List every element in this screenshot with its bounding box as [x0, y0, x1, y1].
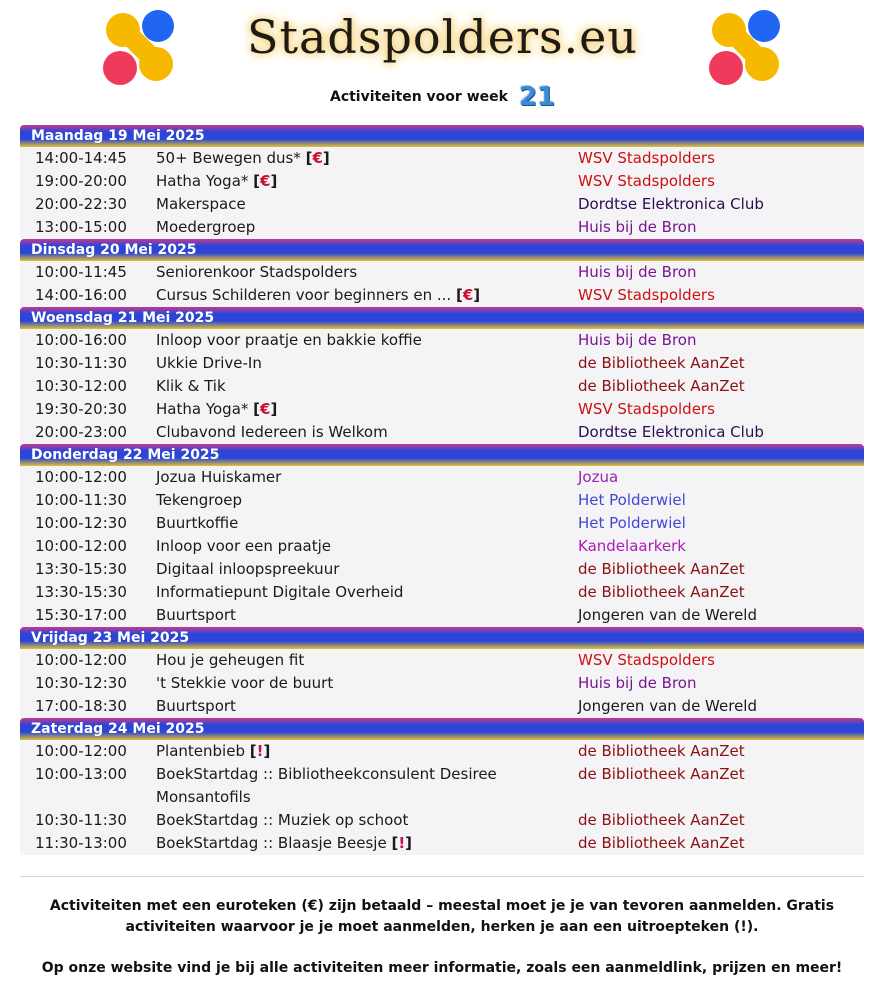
activity-row[interactable]	[20, 193, 864, 216]
activity-title[interactable]: Moedergroep	[156, 218, 256, 236]
website-note: Op onze website vind je bij alle activiteiten meer informatie, zoals een aanmeldlink, prijzen en meer!	[41, 960, 843, 976]
activity-list	[20, 649, 864, 718]
activity-title-cell[interactable]	[156, 398, 578, 421]
activity-row[interactable]	[20, 352, 864, 375]
euro-icon: €	[462, 286, 474, 304]
activity-time: 15:30-17:00	[35, 606, 127, 624]
activity-organizer[interactable]: Huis bij de Bron	[578, 263, 697, 281]
activity-time: 10:00-16:00	[35, 331, 127, 349]
activity-list	[20, 261, 864, 307]
activity-title[interactable]: Jozua Huiskamer	[156, 468, 282, 486]
activity-title-cell[interactable]	[156, 740, 578, 763]
activity-organizer[interactable]: de Bibliotheek AanZet	[578, 742, 745, 760]
activity-time: 11:30-13:00	[35, 834, 127, 852]
week-heading	[0, 82, 885, 112]
activity-organizer[interactable]: de Bibliotheek AanZet	[578, 583, 745, 601]
activity-organizer[interactable]: de Bibliotheek AanZet	[578, 354, 745, 372]
paid-badge: [€]	[305, 149, 330, 167]
activity-title[interactable]: Hatha Yoga*	[156, 400, 249, 418]
activity-title-cell[interactable]	[156, 535, 578, 558]
activity-row[interactable]	[20, 809, 864, 832]
activity-time: 10:00-12:30	[35, 514, 127, 532]
activity-time: 10:00-12:00	[35, 537, 127, 555]
activity-row[interactable]	[20, 466, 864, 489]
activity-title-cell[interactable]	[156, 489, 578, 512]
activity-time: 10:00-12:00	[35, 742, 127, 760]
activity-row[interactable]	[20, 604, 864, 627]
paid-badge: [€]	[253, 172, 278, 190]
activity-organizer[interactable]: Huis bij de Bron	[578, 331, 697, 349]
activity-time: 20:00-22:30	[35, 195, 127, 213]
registration-badge: [!]	[391, 834, 413, 852]
activity-organizer[interactable]: WSV Stadspolders	[578, 651, 715, 669]
activity-title[interactable]: Clubavond Iedereen is Welkom	[156, 423, 388, 441]
activity-title-cell[interactable]	[156, 216, 578, 239]
day-header: Zaterdag 24 Mei 2025	[20, 718, 864, 740]
activity-title-cell[interactable]	[156, 421, 578, 444]
activity-row[interactable]	[20, 329, 864, 352]
activity-title-cell[interactable]	[156, 604, 578, 627]
activity-list	[20, 147, 864, 239]
activity-title[interactable]: BoekStartdag :: Muziek op schoot	[156, 811, 409, 829]
week-number: 21	[518, 82, 555, 112]
activity-title-cell[interactable]	[156, 809, 578, 832]
activity-time: 10:00-12:00	[35, 468, 127, 486]
day-block	[20, 307, 864, 444]
activity-title[interactable]: Inloop voor een praatje	[156, 537, 331, 555]
activity-row[interactable]	[20, 832, 864, 855]
euro-icon: €	[260, 172, 271, 190]
activity-row[interactable]	[20, 261, 864, 284]
activity-row[interactable]	[20, 535, 864, 558]
activity-time: 13:00-15:00	[35, 218, 127, 236]
activity-title[interactable]: BoekStartdag :: Blaasje Beesje	[156, 834, 387, 852]
day-block	[20, 444, 864, 627]
activity-time: 10:30-11:30	[35, 354, 127, 372]
activity-title[interactable]: Buurtkoffie	[156, 514, 239, 532]
activity-organizer[interactable]: de Bibliotheek AanZet	[578, 811, 745, 829]
activity-title-cell[interactable]	[156, 832, 578, 855]
activity-title[interactable]: Plantenbieb	[156, 742, 245, 760]
activity-organizer[interactable]: Dordtse Elektronica Club	[578, 423, 764, 441]
activity-title-cell[interactable]	[156, 193, 578, 216]
day-block	[20, 125, 864, 239]
activity-list	[20, 740, 864, 855]
activity-title-cell[interactable]	[156, 558, 578, 581]
activity-title-cell[interactable]	[156, 512, 578, 535]
activity-organizer[interactable]: Jongeren van de Wereld	[578, 697, 757, 715]
euro-icon: €	[312, 149, 323, 167]
activity-row[interactable]	[20, 558, 864, 581]
activity-title-cell[interactable]	[156, 170, 578, 193]
activity-time: 13:30-15:30	[35, 583, 127, 601]
registration-badge: [!]	[249, 742, 271, 760]
activity-title[interactable]: Hatha Yoga*	[156, 172, 249, 190]
activity-row[interactable]	[20, 740, 864, 763]
activity-list	[20, 466, 864, 627]
week-label: Activiteiten voor week	[329, 89, 508, 105]
activity-organizer[interactable]: Jozua	[578, 468, 619, 486]
paid-note: Activiteiten met een euroteken (€) zijn betaald – meestal moet je je van tevoren aanmelden. Gratis activiteiten waarvoor je je moet aanmelden, herken je aan een uitroepteken (!).	[49, 898, 835, 935]
activity-organizer[interactable]: Huis bij de Bron	[578, 218, 697, 236]
activity-title[interactable]: Ukkie Drive-In	[156, 354, 262, 372]
activity-row[interactable]	[20, 147, 864, 170]
activity-time: 10:30-11:30	[35, 811, 127, 829]
activity-title-cell[interactable]	[156, 466, 578, 489]
paid-badge: [€]	[455, 286, 481, 304]
activity-time: 20:00-23:00	[35, 423, 127, 441]
activity-row[interactable]	[20, 170, 864, 193]
activity-organizer[interactable]: WSV Stadspolders	[578, 149, 715, 167]
activity-title-cell[interactable]	[156, 352, 578, 375]
activity-title[interactable]: Inloop voor praatje en bakkie koffie	[156, 331, 422, 349]
exclamation-icon: !	[256, 742, 264, 760]
activity-row[interactable]	[20, 216, 864, 239]
activity-organizer[interactable]: de Bibliotheek AanZet	[578, 834, 745, 852]
activity-row[interactable]	[20, 581, 864, 604]
day-header: Woensdag 21 Mei 2025	[20, 307, 864, 329]
activity-row[interactable]	[20, 421, 864, 444]
site-title: Stadspolders.eu	[246, 10, 639, 64]
activity-title[interactable]: Buurtsport	[156, 697, 236, 715]
activity-time: 10:00-12:00	[35, 651, 127, 669]
activity-organizer[interactable]: Kandelaarkerk	[578, 537, 686, 555]
activity-row[interactable]	[20, 763, 864, 809]
activity-organizer[interactable]: WSV Stadspolders	[578, 400, 715, 418]
footer-notes	[20, 896, 864, 979]
activity-title[interactable]: 't Stekkie voor de buurt	[156, 674, 334, 692]
activity-time: 10:00-13:00	[35, 765, 127, 783]
activity-organizer[interactable]: Het Polderwiel	[578, 491, 686, 509]
activity-title[interactable]: Cursus Schilderen voor beginners en ...	[156, 286, 452, 304]
activity-organizer[interactable]: de Bibliotheek AanZet	[578, 377, 745, 395]
activity-time: 13:30-15:30	[35, 560, 127, 578]
activity-organizer[interactable]: Dordtse Elektronica Club	[578, 195, 764, 213]
activity-title-cell[interactable]	[156, 649, 578, 672]
activity-time: 19:30-20:30	[35, 400, 127, 418]
activity-row[interactable]	[20, 489, 864, 512]
day-block	[20, 239, 864, 307]
day-header: Donderdag 22 Mei 2025	[20, 444, 864, 466]
activity-title-cell[interactable]	[156, 375, 578, 398]
activity-title-cell[interactable]	[156, 672, 578, 695]
activity-title-cell[interactable]	[156, 581, 578, 604]
day-block	[20, 627, 864, 718]
exclamation-icon: !	[398, 834, 406, 852]
activity-row[interactable]	[20, 649, 864, 672]
activity-row[interactable]	[20, 398, 864, 421]
day-header: Dinsdag 20 Mei 2025	[20, 239, 864, 261]
divider	[20, 876, 864, 877]
activity-organizer[interactable]: Jongeren van de Wereld	[578, 606, 757, 624]
page-header	[0, 0, 885, 120]
activity-row[interactable]	[20, 284, 864, 307]
activity-time: 17:00-18:30	[35, 697, 127, 715]
activity-organizer[interactable]: WSV Stadspolders	[578, 286, 715, 304]
activity-time: 10:30-12:30	[35, 674, 127, 692]
activity-title[interactable]: 50+ Bewegen dus*	[156, 149, 301, 167]
activity-schedule	[20, 125, 864, 855]
activity-organizer[interactable]: Het Polderwiel	[578, 514, 686, 532]
day-header: Maandag 19 Mei 2025	[20, 125, 864, 147]
activity-row[interactable]	[20, 512, 864, 535]
activity-title-cell[interactable]	[156, 695, 578, 718]
paid-badge: [€]	[253, 400, 278, 418]
activity-time: 14:00-16:00	[35, 286, 127, 304]
activity-title-cell[interactable]	[156, 147, 578, 170]
activity-time: 10:00-11:30	[35, 491, 127, 509]
activity-title-cell[interactable]	[156, 284, 578, 307]
activity-row[interactable]	[20, 695, 864, 718]
activity-title-cell[interactable]	[156, 261, 578, 284]
activity-organizer[interactable]: WSV Stadspolders	[578, 172, 715, 190]
activity-title[interactable]: Digitaal inloopspreekuur	[156, 560, 340, 578]
activity-title[interactable]: Klik & Tik	[156, 377, 226, 395]
activity-organizer[interactable]: de Bibliotheek AanZet	[578, 560, 745, 578]
activity-title[interactable]: Seniorenkoor Stadspolders	[156, 263, 358, 281]
activity-time: 14:00-14:45	[35, 149, 127, 167]
activity-organizer[interactable]: Huis bij de Bron	[578, 674, 697, 692]
activity-time: 10:00-11:45	[35, 263, 127, 281]
activity-title[interactable]: Hou je geheugen fit	[156, 651, 305, 669]
activity-title[interactable]: BoekStartdag :: Bibliotheekconsulent Desiree Monsantofils	[156, 765, 497, 806]
stadspolders-logo-icon	[706, 8, 786, 88]
activity-row[interactable]	[20, 375, 864, 398]
euro-icon: €	[260, 400, 271, 418]
activity-title[interactable]: Tekengroep	[156, 491, 243, 509]
activity-title[interactable]: Informatiepunt Digitale Overheid	[156, 583, 404, 601]
activity-time: 19:00-20:00	[35, 172, 127, 190]
day-header: Vrijdag 23 Mei 2025	[20, 627, 864, 649]
day-block	[20, 718, 864, 855]
activity-row[interactable]	[20, 672, 864, 695]
activity-list	[20, 329, 864, 444]
activity-title[interactable]: Makerspace	[156, 195, 246, 213]
activity-organizer[interactable]: de Bibliotheek AanZet	[578, 765, 745, 783]
activity-title-cell[interactable]	[156, 329, 578, 352]
activity-title[interactable]: Buurtsport	[156, 606, 236, 624]
activity-title-cell[interactable]	[156, 763, 578, 809]
activity-time: 10:30-12:00	[35, 377, 127, 395]
